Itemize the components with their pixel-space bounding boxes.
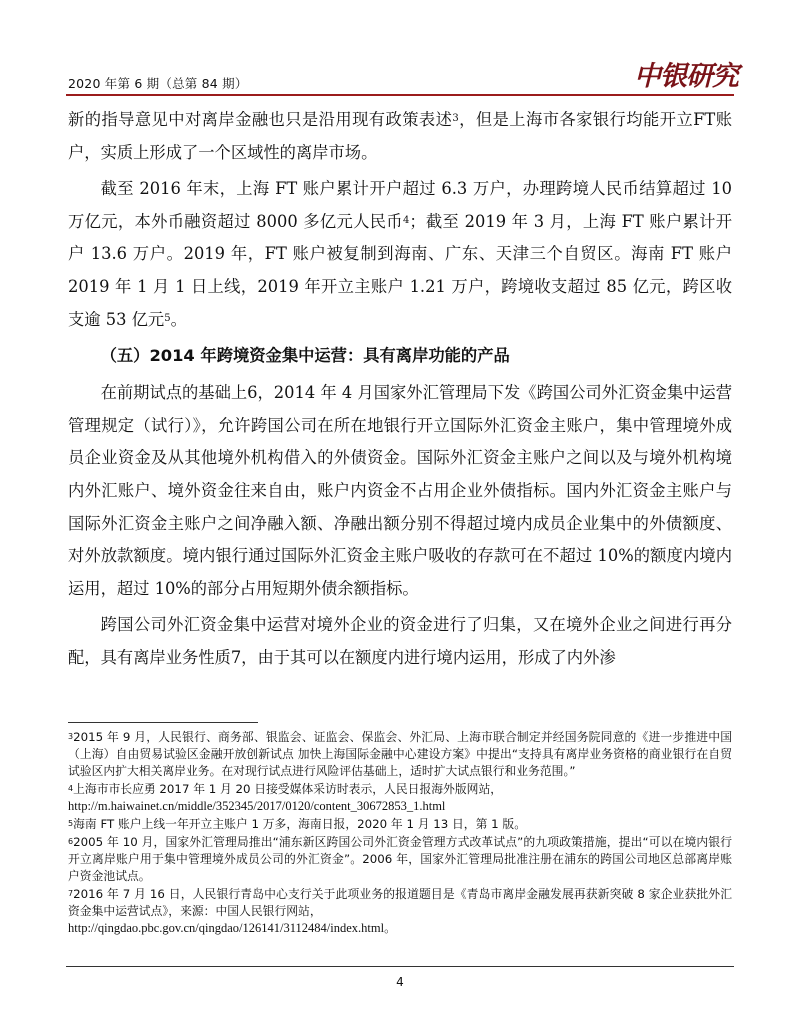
page-number: 4 (396, 975, 404, 989)
brand-logo (634, 54, 738, 92)
paragraph-3: 在前期试点的基础上6，2014 年 4 月国家外汇管理局下发《跨国公司外汇资金集中运营管理规定（试行）》，允许跨国公司在所在地银行开立国际外汇资金主账户，集中管理境外成员企业资金及从其他境外机构借入的外债资金。国际外汇资金主账户之间以及与境外机构境内外汇账户、境外资金往来自由，账户内资金不占用企业外债指标。国内外汇资金主账户与国际外汇资金主账户之间净融入额、净融出额分别不得超过境内成员企业集中的外债额度、对外放款额度。境内银行通过国际外汇资金主账户吸收的存款可在不超过 10%的额度内境内运用，超过 10%的部分占用短期外债余额指标。 (68, 383, 732, 598)
section-heading: （五）2014 年跨境资金集中运营：具有离岸功能的产品 (100, 346, 510, 366)
footnote-5 (68, 816, 732, 833)
paragraph-2 (68, 173, 732, 336)
footnote-ref-5[interactable]: 5 (164, 312, 171, 324)
footnote-number: 4 (68, 783, 74, 793)
footnote-text: 2015 年 9 月，人民银行、商务部、银监会、证监会、保监会、外汇局、上海市联合制定并经国务院同意的《进一步推进中国（上海）自由贸易试验区金融开放创新试点 加快上海国际金融中心建设方案》中提出“支持具有离岸业务资格的商业银行在自贸试验区内扩大相关离岸业务。在对现行试点进行风险评估基础上，适时扩大试点银行和业务范围。” (68, 730, 733, 778)
article-body (68, 104, 732, 675)
footnote-3 (68, 729, 732, 780)
footnote-text: 2016 年 7 月 16 日，人民银行青岛中心支行关于此项业务的报道题目是《青岛市离岸金融发展再获新突破 8 家企业获批外汇资金集中运营试点》，来源：中国人民银行网站， (68, 887, 732, 918)
footnote-number: 6 (68, 836, 74, 846)
paragraph-4: 跨国公司外汇资金集中运营对境外企业的资金进行了归集，又在境外企业之间进行再分配，具有离岸业务性质7，由于其可以在额度内进行境内运用，形成了内外渗 (68, 615, 732, 667)
footnote-text: 2005 年 10 月，国家外汇管理局推出“浦东新区跨国公司外汇资金管理方式改革试点”的九项政策措施，提出“可以在境内银行开立离岸账户用于集中管理境外成员公司的外汇资金”。2006 年，国家外汇管理局批准注册在浦东的跨国公司地区总部离岸账户资金池试点。 (68, 835, 732, 883)
issue-label: 2020 年第 6 期（总第 84 期） (68, 76, 248, 91)
footnote-link[interactable]: http://qingdao.pbc.gov.cn/qingdao/126141/3112484/index.html (68, 921, 385, 935)
paragraph-1 (68, 104, 732, 169)
footnote-ref-4[interactable]: 4 (402, 214, 410, 226)
footnote-text: 上海市市长应勇 2017 年 1 月 20 日接受媒体采访时表示，人民日报海外版网站， (73, 782, 503, 796)
paragraph-2-text-a: 截至 2016 年末，上海 FT 账户累计开户超过 6.3 万户，办理跨境人民币结算超过 10 万亿元，本外币融资超过 8000 多亿元人民币 (68, 179, 732, 231)
paragraph-1-text-b: ，但是上海市各家银行均能开立FT账户，实质上形成了一个区域性的离岸市场。 (68, 110, 732, 162)
footnote-7 (68, 886, 732, 937)
footer-divider (66, 966, 734, 967)
footnote-ref-3[interactable]: 3 (452, 113, 459, 124)
footnote-number: 3 (68, 731, 74, 741)
brand-logo-text: 中银研究 (634, 61, 738, 92)
paragraph-2-text-b: ；截至 2019 年 3 月，上海 FT 账户累计开户 13.6 万户。2019 年，FT 账户被复制到海南、广东、天津三个自贸区。海南 FT 账户 2019 年 1 月 1 日上线，2019 年开立主账户 1.21 万户，跨境收支超过 85 亿元，跨区收支逾 53 亿元 (68, 211, 732, 329)
footnote-divider (68, 722, 258, 723)
footnote-link[interactable]: http://m.haiwainet.cn/middle/352345/2017/0120/content_30672853_1.html (68, 799, 446, 813)
footnote-4 (68, 781, 732, 815)
footnotes (68, 729, 732, 938)
header-divider (66, 94, 734, 96)
footnote-6 (68, 834, 732, 885)
footnote-number: 5 (68, 818, 74, 828)
footnote-text: 海南 FT 账户上线一年开立主账户 1 万多，海南日报，2020 年 1 月 13 日，第 1 版。 (73, 817, 526, 831)
paragraph-2-text-c: 。 (170, 309, 187, 329)
footnote-text-end: 。 (384, 921, 396, 935)
footnote-number: 7 (68, 888, 74, 898)
paragraph-1-text-a: 新的指导意见中对离岸金融也只是沿用现有政策表述 (68, 110, 453, 129)
